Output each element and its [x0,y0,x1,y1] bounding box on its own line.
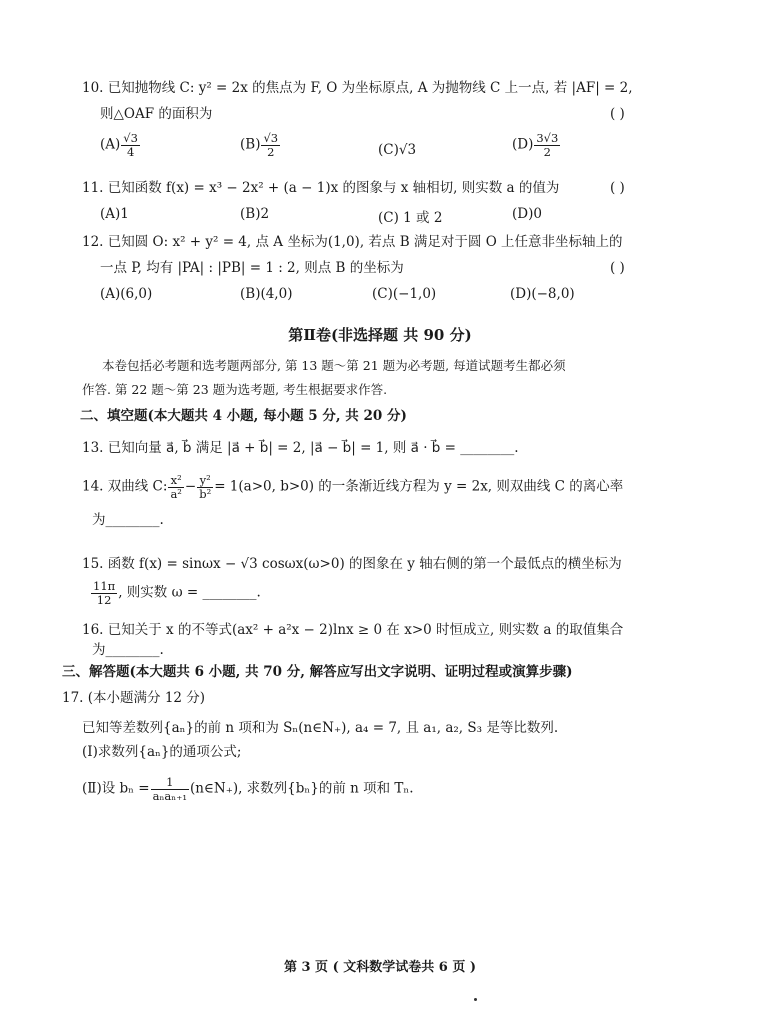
q11-line1: 11. 已知函数 f(x) = x³ − 2x² + (a − 1)x 的图象与 x 轴相切, 则实数 a 的值为 [82,180,560,196]
q10-option-a: (A) $\frac{√3}{4}$ [100,131,138,159]
q12-option-b: (B)(4,0) [240,286,293,302]
part2-title: 第Ⅱ卷(非选择题 共 90 分) [288,326,472,344]
q15-line2: $\frac{11\pi}{12}$ , 则实数 ω = ________. [93,579,261,607]
q11-option-d: (D)0 [512,206,542,222]
q11-answer-paren: ( ) [610,180,625,196]
q17-stem: 已知等差数列{aₙ}的前 n 项和为 Sₙ(n∈N₊), a₄ = 7, 且 a₁, a₂, S₃ 是等比数列. [82,720,559,736]
q11-option-c: (C) 1 或 2 [378,210,443,226]
q12-answer-paren: ( ) [610,260,625,276]
q11-option-b: (B)2 [240,206,270,222]
q12-option-d: (D)(−8,0) [510,286,575,302]
q16-line1: 16. 已知关于 x 的不等式(ax² + a²x − 2)lnx ≥ 0 在 x>0 时恒成立, 则实数 a 的取值集合 [82,622,624,638]
q10-line2: 则△OAF 的面积为 [100,106,213,122]
part2-note-line1: 本卷包括必考题和选考题两部分, 第 13 题～第 21 题为必考题, 每道试题考生都必须 [102,358,566,373]
q10-option-c: (C)√3 [378,142,417,158]
q12-option-a: (A)(6,0) [100,286,153,302]
q10-option-b: (B) $\frac{√3}{2}$ [240,131,279,159]
q14-line2: 为________. [92,512,164,528]
scan-speck [474,998,477,1001]
q17-part2: (Ⅱ)设 bₙ = $\frac{1}{\text{aₙaₙ₊₁}}$ (n∈N₊), 求数列{bₙ}的前 n 项和 Tₙ. [82,775,414,803]
q10-answer-paren: ( ) [610,106,625,122]
q11-option-a: (A)1 [100,206,129,222]
q10-line1: 10. 已知抛物线 C: y² = 2x 的焦点为 F, O 为坐标原点, A 为抛物线 C 上一点, 若 |AF| = 2, [82,80,633,96]
q10-option-d: (D) $\frac{3√3}{2}$ [512,131,559,159]
q12-line1: 12. 已知圆 O: x² + y² = 4, 点 A 坐标为(1,0), 若点 B 满足对于圆 O 上任意非坐标轴上的 [82,234,623,250]
page-footer: 第 3 页 ( 文科数学试卷共 6 页 ) [283,960,477,975]
section3-heading: 三、解答题(本大题共 6 小题, 共 70 分, 解答应写出文字说明、证明过程或演算步骤) [62,664,573,680]
q14-line1: 14. 双曲线 C: $\frac{\text{x²}}{\text{a²}}$ − $\frac{\text{y²}}{\text{b²}}$ = 1(a>0, b>0) 的一条渐近线方程为 y = 2x, 则双曲线 C 的离心率 [82,473,624,501]
q13-line: 13. 已知向量 a⃗, b⃗ 满足 |a⃗ + b⃗| = 2, |a⃗ − b⃗| = 1, 则 a⃗ · b⃗ = ________. [82,440,519,456]
q12-line2: 一点 P, 均有 |PA| : |PB| = 1 : 2, 则点 B 的坐标为 [100,260,404,276]
section2-heading: 二、填空题(本大题共 4 小题, 每小题 5 分, 共 20 分) [80,408,407,424]
q16-line2: 为________. [92,642,164,658]
q17-part1: (Ⅰ)求数列{aₙ}的通项公式; [82,744,242,760]
q15-line1: 15. 函数 f(x) = sinωx − √3 cosωx(ω>0) 的图象在 y 轴右侧的第一个最低点的横坐标为 [82,556,622,572]
q17-heading: 17. (本小题满分 12 分) [62,690,206,706]
q12-option-c: (C)(−1,0) [372,286,437,302]
part2-note-line2: 作答. 第 22 题～第 23 题为选考题, 考生根据要求作答. [82,382,388,397]
